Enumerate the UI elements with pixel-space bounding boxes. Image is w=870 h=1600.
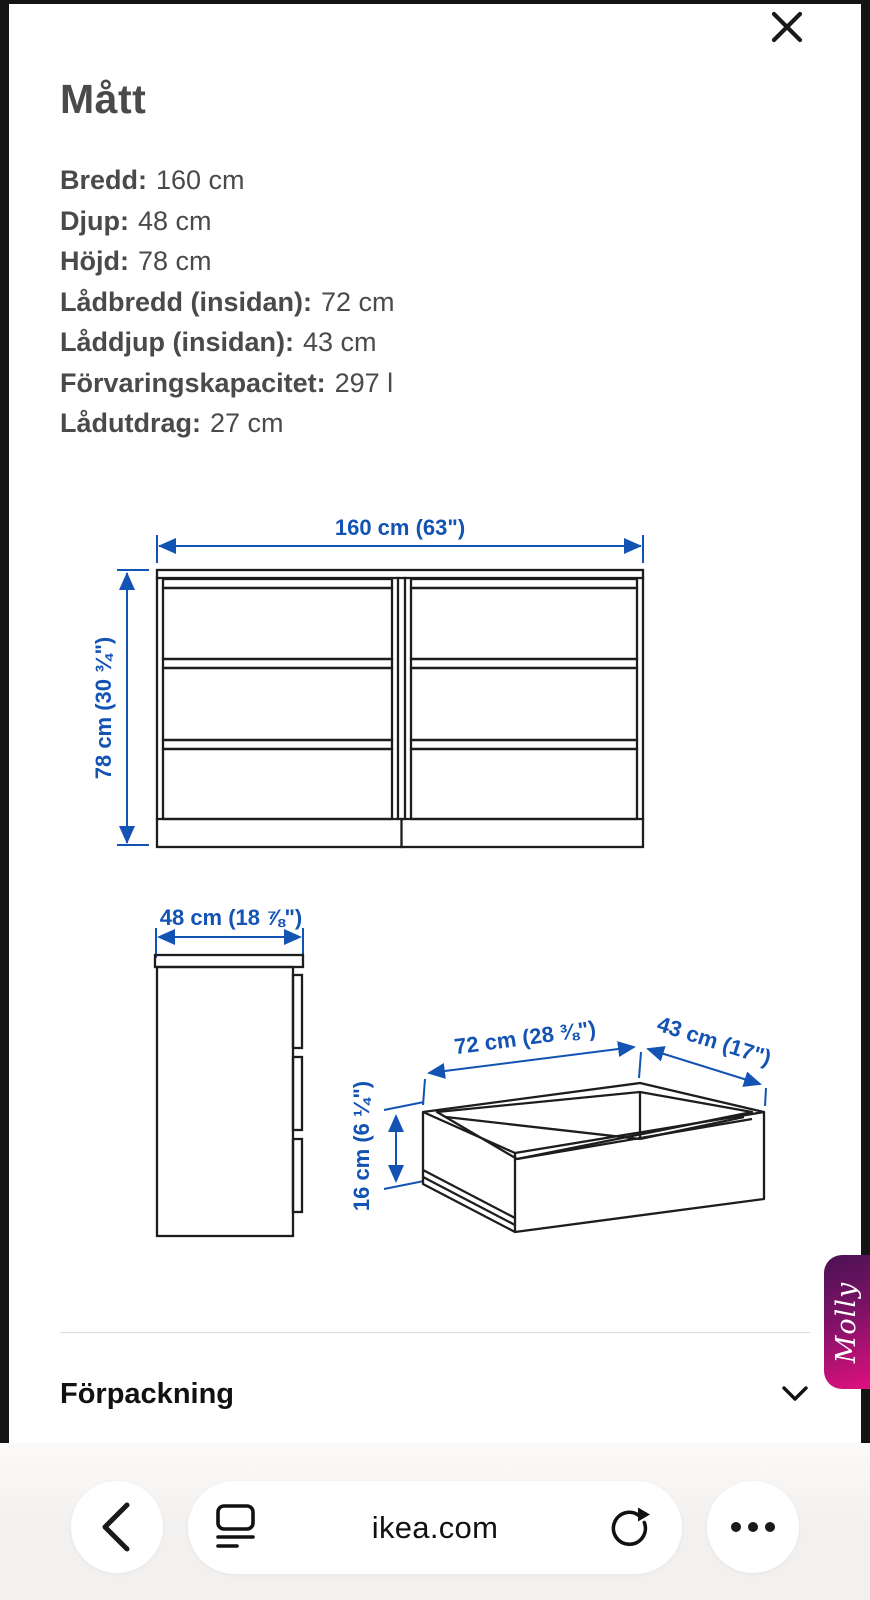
reload-icon[interactable] [600,1481,660,1574]
chevron-back-icon [71,1481,163,1573]
front-width-label: 160 cm (63") [334,515,466,540]
address-bar[interactable] [188,1481,682,1574]
spec-row: Bredd: 160 cm [60,165,245,195]
drawer-3d-drawing [349,1011,774,1232]
page-title: Mått [60,76,147,122]
front-view-drawing [91,515,643,847]
chevron-down-icon [780,1384,810,1404]
drawer-depth-label: 43 cm (17") [654,1011,775,1071]
spec-row: Förvaringskapacitet: 297 l [60,367,394,398]
ellipsis-icon [707,1481,799,1573]
front-height-label: 78 cm (30 ¾") [91,636,116,780]
more-button[interactable] [707,1481,799,1573]
accordion-forpackning[interactable] [60,1370,810,1418]
chat-tab-label: Molly [831,1281,863,1363]
section-divider [60,1332,810,1333]
spec-row: Lådbredd (insidan): 72 cm [60,286,395,317]
url-text: ikea.com [371,1509,499,1545]
spec-row: Låddjup (insidan): 43 cm [60,327,377,357]
spec-row: Höjd: 78 cm [60,246,212,276]
drawer-width-label: 72 cm (28 ⅜") [452,1015,598,1060]
spec-row: Djup: 48 cm [60,205,212,236]
side-view-drawing [155,905,303,1236]
chat-tab-molly[interactable] [824,1255,870,1389]
accordion-label: Förpackning [60,1377,235,1410]
browser-toolbar [0,1443,870,1600]
drawer-height-label: 16 cm (6 ¼") [349,1080,374,1212]
back-button[interactable] [71,1481,163,1573]
spec-row: Lådutdrag: 27 cm [60,408,284,438]
side-depth-label: 48 cm (18 ⅞") [159,905,303,930]
